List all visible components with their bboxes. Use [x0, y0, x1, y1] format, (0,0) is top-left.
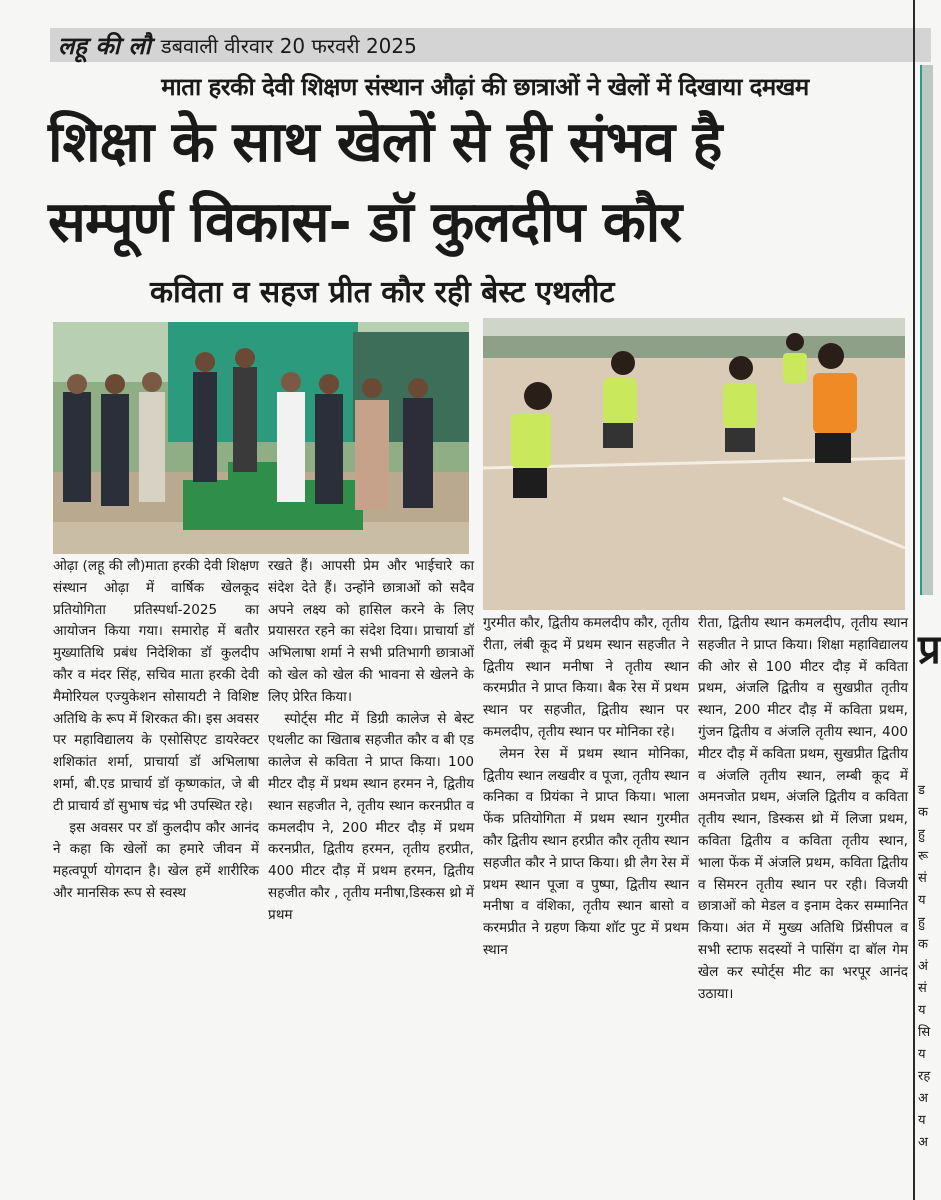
main-headline-line1: शिक्षा के साथ खेलों से ही संभव है: [48, 110, 722, 175]
article-paragraph: गुरमीत कौर, द्वितीय कमलदीप कौर, तृतीय रीता, लंबी कूद में प्रथम स्थान सहजीत ने द्वितीय स्थान मनीषा ने तृतीय स्थान करमप्रीत ने प्राप्त किया। बैक रेस में प्रथम स्थान पर सहजीत, द्वितीय स्थान पर कमलदीप, तृतीय स्थान पर मोनिका रहे।: [483, 615, 689, 740]
kabaddi-match-illustration: [483, 318, 905, 610]
column-divider: [913, 0, 915, 1200]
subheadline: कविता व सहज प्रीत कौर रही बेस्ट एथलीट: [150, 275, 615, 310]
masthead-bar: [50, 28, 931, 62]
newspaper-logo: लहू की लौ: [58, 31, 151, 60]
side-text-line: हु: [918, 827, 925, 842]
award-ceremony-illustration: [53, 322, 469, 554]
side-text-line: सं: [918, 871, 927, 886]
article-column-4: [698, 613, 908, 1005]
side-text-line: सं: [918, 981, 927, 996]
article-paragraph: रीता, द्वितीय स्थान कमलदीप, तृतीय स्थान सहजीत ने प्राप्त किया। शिक्षा महाविद्यालय की ओर से 100 मीटर दौड़ में कविता प्रथम, अंजलि द्वितीय व सुखप्रीत तृतीय स्थान, 200 मीटर दौड़ में कविता प्रथम, गुंजन द्वितीय व अंजलि तृतीय स्थान, 400 मीटर दौड़ में कविता प्रथम, सुखप्रीत द्वितीय व अंजलि तृतीय स्थान, लम्बी कूद में अमनजोत प्रथम, अंजलि द्वितीय व कविता तृतीय स्थान, डिस्कस थ्रो में लिजा प्रथम, कविता द्वितीय व कविता तृतीय स्थान, भाला फेंक में अंजलि प्रथम, कविता द्वितीय व सिमरन तृतीय स्थान पर रही। विजयी छात्राओं को मेडल व इनाम देकर सम्मानित किया। अंत में मुख्य अतिथि प्रिंसीपल व सभी स्टाफ सदस्यों ने पासिंग दा बॉल गेम खेल कर स्पोर्ट्स मीट का भरपूर आनंद उठाया।: [698, 615, 908, 1002]
side-text-line: हु: [918, 915, 925, 930]
article-column-3: [483, 613, 689, 962]
side-text-line: क: [918, 805, 928, 820]
adjacent-article-photo-fragment: [920, 65, 933, 595]
article-paragraph: रखते हैं। आपसी प्रेम और भाईचारे का संदेश देते हैं। उन्होंने छात्राओं को सदैव अपने लक्ष्य को हासिल करने के लिए प्रयासरत रहने का संदेश दिया। प्राचार्या डॉ अभिलाषा शर्मा ने सभी प्रतिभागी छात्राओं को खेल को खेल की भावना से खेलने के लिए प्रेरित किया।: [268, 558, 474, 705]
kabaddi-match-photo: [483, 318, 905, 610]
side-text-line: रू: [918, 849, 929, 864]
side-text-line: क: [918, 937, 928, 952]
side-text-line: य: [918, 1113, 926, 1128]
article-column-2: [268, 556, 474, 927]
side-text-line: य: [918, 893, 926, 908]
side-text-line: रह: [918, 1069, 931, 1084]
side-text-line: ड: [918, 783, 925, 798]
adjacent-article-text-fragment: [918, 780, 931, 1154]
side-text-line: अ: [918, 1091, 928, 1106]
article-paragraph: इस अवसर पर डॉ कुलदीप कौर आनंद ने कहा कि खेलों का हमारे जीवन में महत्वपूर्ण योगदान है। खेल हमें शारीरिक और मानसिक रूप से स्वस्थ: [53, 819, 259, 901]
side-text-line: य: [918, 1047, 926, 1062]
article-paragraph: ओढ़ा (लहू की लौ)माता हरकी देवी शिक्षण संस्थान ओढ़ा में वार्षिक खेलकूद प्रतियोगिता प्रतिस्पर्धा-2025 का आयोजन किया गया। समारोह में बतौर मुख्यातिथि प्रबंध निदेशिका डॉ कुलदीप कौर व मंदर सिंह, सचिव माता हरकी देवी मैमोरियल एज्युकेशन सोसायटी ने विशिष्ट अतिथि के रूप में शिरकत की। इस अवसर पर महाविद्यालय के एसोसिएट डायरेक्टर शशिकांत शर्मा, प्राचार्या डॉ अभिलाषा शर्मा, बी.एड प्राचार्य डॉ कृष्णकांत, जे बी टी प्राचार्य डॉ सुभाष चंद्र भी उपस्थित रहे।: [53, 558, 259, 814]
main-headline-line2: सम्पूर्ण विकास- डॉ कुलदीप कौर: [48, 190, 682, 255]
article-column-1: [53, 556, 259, 905]
award-ceremony-photo: [53, 322, 469, 554]
side-text-line: य: [918, 1003, 926, 1018]
side-text-line: अं: [918, 959, 928, 974]
article-paragraph: स्पोर्ट्स मीट में डिग्री कालेज से बेस्ट एथलीट का खिताब सहजीत कौर व बी एड कालेज से कविता ने प्राप्त किया। 100 मीटर दौड़ में प्रथम स्थान हरमन ने, द्वितीय स्थान सहजीत ने, तृतीय स्थान करनप्रीत व कमलदीप ने, 200 मीटर दौड़ में प्रथम करनप्रीत, द्वितीय हरमन, तृतीय हरप्रीत, 400 मीटर दौड़ में प्रथम हरमन, द्वितीय सहजीत कौर , तृतीय मनीषा,डिस्कस थ्रो में प्रथम: [268, 710, 474, 923]
side-text-line: सि: [918, 1025, 931, 1040]
adjacent-article-headline-fragment: प्र: [918, 627, 941, 673]
article-paragraph: लेमन रेस में प्रथम स्थान मोनिका, द्वितीय स्थान लखवीर व पूजा, तृतीय स्थान कनिका व प्रियंका ने प्राप्त किया। भाला फेंक प्रतियोगिता में प्रथम स्थान गुरमीत कौर द्वितीय स्थान हरप्रीत कौर तृतीय स्थान सहजीत कौर ने प्राप्त किया। थ्री लैग रेस में प्रथम स्थान पूजा व पुष्पा, द्वितीय स्थान मनीषा व वंशिका, तृतीय स्थान बासो व करमप्रीत ने ग्रहण किया शॉट पुट में प्रथम स्थान: [483, 745, 689, 958]
side-text-line: अ: [918, 1135, 928, 1150]
dateline: डबवाली वीरवार 20 फरवरी 2025: [160, 33, 417, 58]
kicker-headline: माता हरकी देवी शिक्षण संस्थान औढ़ां की छात्राओं ने खेलों में दिखाया दमखम: [161, 73, 809, 101]
